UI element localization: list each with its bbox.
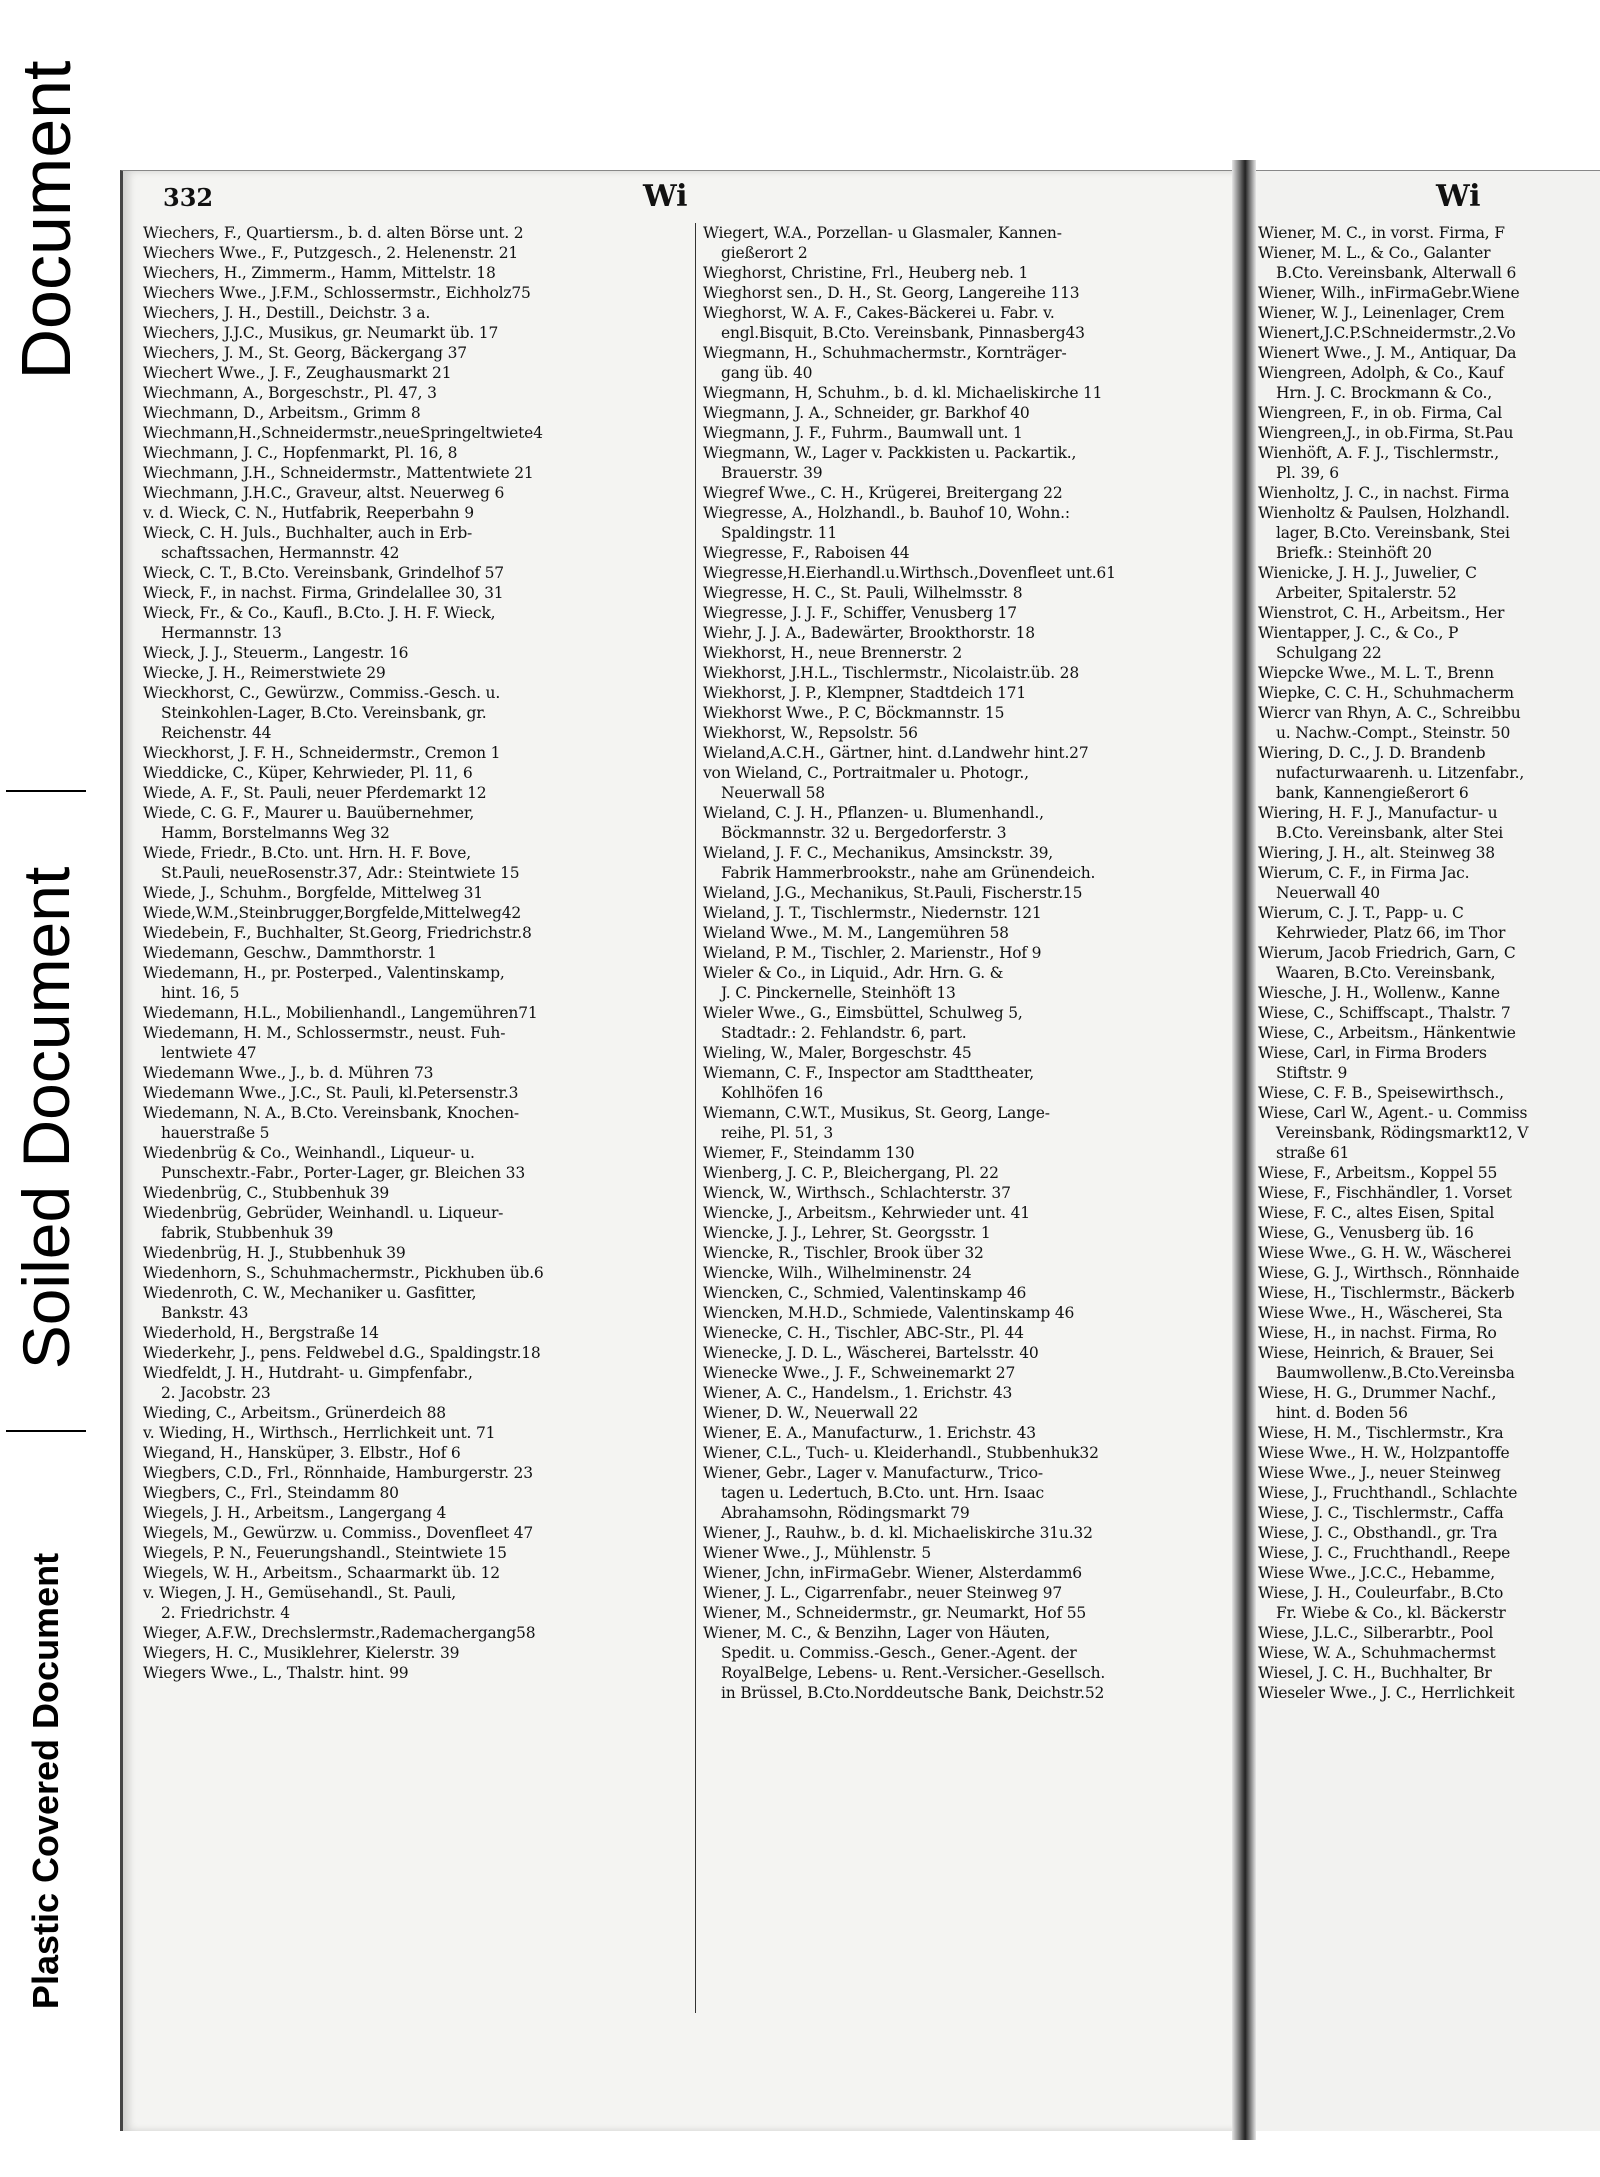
directory-entry-line: Wientapper, J. C., & Co., P bbox=[1258, 624, 1459, 642]
directory-entry-line: Wiegels, M., Gewürzw. u. Commiss., Dovenfleet 47 bbox=[143, 1524, 534, 1542]
directory-entry-line: Wiechers Wwe., J.F.M., Schlossermstr., Eichholz75 bbox=[143, 284, 531, 302]
running-head-left: Wi bbox=[643, 179, 688, 214]
directory-entry-line: Wiede, Friedr., B.Cto. unt. Hrn. H. F. Bove, bbox=[143, 844, 471, 862]
directory-entry-line: RoyalBelge, Lebens- u. Rent.-Versicher.-Gesellsch. bbox=[721, 1664, 1106, 1682]
directory-entry-line: Wiedebein, F., Buchhalter, St.Georg, Friedrichstr.8 bbox=[143, 924, 532, 942]
directory-entry-line: Schulgang 22 bbox=[1276, 644, 1382, 662]
directory-entry-line: Hamm, Borstelmanns Weg 32 bbox=[161, 824, 390, 842]
directory-entry-line: Wiengreen, Adolph, & Co., Kauf bbox=[1258, 364, 1504, 382]
directory-entry-line: Wiese, C., Schiffscapt., Thalstr. 7 bbox=[1258, 1004, 1511, 1022]
directory-entry-line: Wiede,W.M.,Steinbrugger,Borgfelde,Mittelweg42 bbox=[143, 904, 522, 922]
directory-entry-line: Wiegresse, J. J. F., Schiffer, Venusberg 17 bbox=[703, 604, 1017, 622]
directory-entry-line: Wierum, Jacob Friedrich, Garn, C bbox=[1258, 944, 1516, 962]
directory-entry-line: Wieck, F., in nachst. Firma, Grindelallee 30, 31 bbox=[143, 584, 504, 602]
directory-entry-line: Wieckhorst, C., Gewürzw., Commiss.-Gesch. u. bbox=[143, 684, 501, 702]
directory-entry-line: Punschextr.-Fabr., Porter-Lager, gr. Bleichen 33 bbox=[161, 1164, 525, 1182]
directory-entry-line: J. C. Pinckernelle, Steinhöft 13 bbox=[721, 984, 956, 1002]
directory-entry-line: Wiencke, R., Tischler, Brook über 32 bbox=[703, 1244, 984, 1262]
directory-entry-line: Stiftstr. 9 bbox=[1276, 1064, 1348, 1082]
directory-entry-line: Wiese Wwe., J.C.C., Hebamme, bbox=[1258, 1564, 1496, 1582]
directory-entry-line: Vereinsbank, Rödingsmarkt12, V bbox=[1276, 1124, 1529, 1142]
directory-entry-line: Wiese, F., Fischhändler, 1. Vorset bbox=[1258, 1184, 1512, 1202]
directory-entry-line: Wiemer, F., Steindamm 130 bbox=[703, 1144, 915, 1162]
directory-entry-line: Wiechmann, J. C., Hopfenmarkt, Pl. 16, 8 bbox=[143, 444, 458, 462]
directory-entry-line: Wiering, J. H., alt. Steinweg 38 bbox=[1258, 844, 1495, 862]
directory-entry-line: Wiener, J., Rauhw., b. d. kl. Michaeliskirche 31u.32 bbox=[703, 1524, 1093, 1542]
directory-entry-line: Wiegresse, H. C., St. Pauli, Wilhelmsstr. 8 bbox=[703, 584, 1023, 602]
directory-entry-line: Neuerwall 40 bbox=[1276, 884, 1380, 902]
directory-entry-line: Fr. Wiebe & Co., kl. Bäckerstr bbox=[1276, 1604, 1506, 1622]
directory-entry-line: reihe, Pl. 51, 3 bbox=[721, 1124, 834, 1142]
directory-entry-line: Hermannstr. 13 bbox=[161, 624, 282, 642]
directory-entry-line: engl.Bisquit, B.Cto. Vereinsbank, Pinnasberg43 bbox=[721, 324, 1085, 342]
label-strip bbox=[0, 0, 92, 2177]
directory-entry-line: Wieland Wwe., M. M., Langemühren 58 bbox=[703, 924, 1009, 942]
directory-entry-line: Wierum, C. F., in Firma Jac. bbox=[1258, 864, 1470, 882]
directory-entry-line: Wiegresse,H.Eierhandl.u.Wirthsch.,Dovenfleet unt.61 bbox=[703, 564, 1116, 582]
directory-entry-line: Wieland, J. F. C., Mechanikus, Amsinckstr. 39, bbox=[703, 844, 1054, 862]
directory-entry-line: Wiegresse, A., Holzhandl., b. Bauhof 10, Wohn.: bbox=[703, 504, 1070, 522]
directory-entry-line: Wiechers, J. M., St. Georg, Bäckergang 37 bbox=[143, 344, 467, 362]
directory-entry-line: Wiechmann, D., Arbeitsm., Grimm 8 bbox=[143, 404, 421, 422]
directory-entry-line: Wienecke, J. D. L., Wäscherei, Bartelsstr. 40 bbox=[703, 1344, 1039, 1362]
directory-entry-line: v. d. Wieck, C. N., Hutfabrik, Reeperbahn 9 bbox=[143, 504, 474, 522]
directory-entry-line: Waaren, B.Cto. Vereinsbank, bbox=[1276, 964, 1496, 982]
directory-entry-line: Wiese, J.L.C., Silberarbtr., Pool bbox=[1258, 1624, 1494, 1642]
directory-entry-line: Spaldingstr. 11 bbox=[721, 524, 837, 542]
directory-entry-line: Wieseler Wwe., J. C., Herrlichkeit bbox=[1258, 1684, 1515, 1702]
directory-entry-line: Wiencke, J., Arbeitsm., Kehrwieder unt. 41 bbox=[703, 1204, 1030, 1222]
directory-entry-line: Wiering, H. F. J., Manufactur- u bbox=[1258, 804, 1498, 822]
directory-entry-line: Wiener, M. L., & Co., Galanter bbox=[1258, 244, 1491, 262]
directory-entry-line: Wieland, J.G., Mechanikus, St.Pauli, Fischerstr.15 bbox=[703, 884, 1083, 902]
directory-entry-line: Wiener, D. W., Neuerwall 22 bbox=[703, 1404, 919, 1422]
directory-entry-line: Wiechers Wwe., F., Putzgesch., 2. Helenenstr. 21 bbox=[143, 244, 519, 262]
directory-entry-line: Wiegmann, J. A., Schneider, gr. Barkhof 40 bbox=[703, 404, 1030, 422]
directory-entry-line: Wiekhorst, J. P., Klempner, Stadtdeich 171 bbox=[703, 684, 1026, 702]
directory-entry-line: Wieckhorst, J. F. H., Schneidermstr., Cremon 1 bbox=[143, 744, 501, 762]
directory-entry-line: in Brüssel, B.Cto.Norddeutsche Bank, Deichstr.52 bbox=[721, 1684, 1105, 1702]
directory-entry-line: Wiese, Carl W., Agent.- u. Commiss bbox=[1258, 1104, 1528, 1122]
directory-entry-line: Wiegresse, F., Raboisen 44 bbox=[703, 544, 910, 562]
directory-entry-line: Wiese Wwe., J., neuer Steinweg bbox=[1258, 1464, 1501, 1482]
directory-entry-line: Wiegert, W.A., Porzellan- u Glasmaler, Kannen- bbox=[703, 224, 1062, 242]
directory-entry-line: Wiese, J. C., Tischlermstr., Caffa bbox=[1258, 1504, 1504, 1522]
directory-entry-line: v. Wiegen, J. H., Gemüsehandl., St. Pauli, bbox=[143, 1584, 456, 1602]
directory-entry-line: Wiegbers, C.D., Frl., Rönnhaide, Hamburgerstr. 23 bbox=[143, 1464, 533, 1482]
directory-entry-line: Steinkohlen-Lager, B.Cto. Vereinsbank, gr. bbox=[161, 704, 487, 722]
directory-entry-line: u. Nachw.-Compt., Steinstr. 50 bbox=[1276, 724, 1511, 742]
directory-entry-line: Wienstrot, C. H., Arbeitsm., Her bbox=[1258, 604, 1505, 622]
directory-entry-line: Wiehr, J. J. A., Badewärter, Brookthorstr. 18 bbox=[703, 624, 1035, 642]
directory-entry-line: Wienhöft, A. F. J., Tischlermstr., bbox=[1258, 444, 1500, 462]
directory-entry-line: Wiepcke Wwe., M. L. T., Brenn bbox=[1258, 664, 1494, 682]
directory-entry-line: bank, Kannengießerort 6 bbox=[1276, 784, 1469, 802]
directory-entry-line: Arbeiter, Spitalerstr. 52 bbox=[1276, 584, 1457, 602]
directory-entry-line: Wiencken, M.H.D., Schmiede, Valentinskamp 46 bbox=[703, 1304, 1075, 1322]
directory-entry-line: Wiegref Wwe., C. H., Krügerei, Breitergang 22 bbox=[703, 484, 1063, 502]
directory-entry-line: hint. d. Boden 56 bbox=[1276, 1404, 1408, 1422]
directory-entry-line: Wienicke, J. H. J., Juwelier, C bbox=[1258, 564, 1477, 582]
directory-entry-line: Wiese Wwe., H., Wäscherei, Sta bbox=[1258, 1304, 1503, 1322]
directory-entry-line: Wiegels, P. N., Feuerungshandl., Steintwiete 15 bbox=[143, 1544, 507, 1562]
directory-entry-line: Reichenstr. 44 bbox=[161, 724, 272, 742]
directory-entry-line: Wiedemann Wwe., J., b. d. Mühren 73 bbox=[143, 1064, 434, 1082]
directory-entry-line: Wiener, Jchn, inFirmaGebr. Wiener, Alsterdamm6 bbox=[703, 1564, 1082, 1582]
directory-entry-line: Wiener, E. A., Manufacturw., 1. Erichstr. 43 bbox=[703, 1424, 1036, 1442]
directory-entry-line: Wiemann, C.W.T., Musikus, St. Georg, Lange- bbox=[703, 1104, 1050, 1122]
directory-entry-line: Bankstr. 43 bbox=[161, 1304, 249, 1322]
directory-entry-line: Wiencke, Wilh., Wilhelminenstr. 24 bbox=[703, 1264, 972, 1282]
directory-entry-line: Baumwollenw.,B.Cto.Vereinsba bbox=[1276, 1364, 1515, 1382]
running-head-right: Wi bbox=[1436, 179, 1481, 214]
directory-entry-line: Wiengreen,J., in ob.Firma, St.Pau bbox=[1258, 424, 1514, 442]
left-page bbox=[120, 170, 1235, 2131]
directory-entry-line: Wieler Wwe., G., Eimsbüttel, Schulweg 5, bbox=[703, 1004, 1023, 1022]
directory-entry-line: lentwiete 47 bbox=[161, 1044, 257, 1062]
directory-entry-line: Wiekhorst Wwe., P. C, Böckmannstr. 15 bbox=[703, 704, 1005, 722]
directory-entry-line: Wiesel, J. C. H., Buchhalter, Br bbox=[1258, 1664, 1492, 1682]
directory-entry-line: nufacturwaarenh. u. Litzenfabr., bbox=[1276, 764, 1525, 782]
directory-entry-line: Wiese, H., Tischlermstr., Bäckerb bbox=[1258, 1284, 1515, 1302]
directory-entry-line: Wiedemann, H., pr. Posterped., Valentinskamp, bbox=[143, 964, 505, 982]
directory-entry-line: Kohlhöfen 16 bbox=[721, 1084, 823, 1102]
directory-entry-line: gang üb. 40 bbox=[721, 364, 813, 382]
directory-entry-line: Wiepke, C. C. H., Schuhmacherm bbox=[1258, 684, 1514, 702]
directory-entry-line: Wieland, C. J. H., Pflanzen- u. Blumenhandl., bbox=[703, 804, 1044, 822]
directory-entry-line: Wiese, C. F. B., Speisewirthsch., bbox=[1258, 1084, 1504, 1102]
directory-entry-line: Wiencke, J. J., Lehrer, St. Georgsstr. 1 bbox=[703, 1224, 991, 1242]
directory-entry-line: B.Cto. Vereinsbank, Alterwall 6 bbox=[1276, 264, 1517, 282]
directory-entry-line: Wienberg, J. C. P., Bleichergang, Pl. 22 bbox=[703, 1164, 999, 1182]
directory-entry-line: Wiener, A. C., Handelsm., 1. Erichstr. 43 bbox=[703, 1384, 1013, 1402]
directory-entry-line: Wienert,J.C.P.Schneidermstr.,2.Vo bbox=[1258, 324, 1516, 342]
directory-entry-line: Wiede, A. F., St. Pauli, neuer Pferdemarkt 12 bbox=[143, 784, 487, 802]
directory-entry-line: Wiese, W. A., Schuhmachermst bbox=[1258, 1644, 1496, 1662]
directory-entry-line: Wiese, J., Fruchthandl., Schlachte bbox=[1258, 1484, 1518, 1502]
directory-entry-line: Wiegmann, H, Schuhm., b. d. kl. Michaeliskirche 11 bbox=[703, 384, 1103, 402]
directory-entry-line: Wiedemann, Geschw., Dammthorstr. 1 bbox=[143, 944, 437, 962]
directory-entry-line: Wiegels, W. H., Arbeitsm., Schaarmarkt üb. 12 bbox=[143, 1564, 500, 1582]
directory-entry-line: Wiedenroth, C. W., Mechaniker u. Gasfitter, bbox=[143, 1284, 477, 1302]
directory-entry-line: Wieck, Fr., & Co., Kaufl., B.Cto. J. H. F. Wieck, bbox=[143, 604, 496, 622]
directory-entry-line: Wieding, C., Arbeitsm., Grünerdeich 88 bbox=[143, 1404, 446, 1422]
directory-entry-line: Kehrwieder, Platz 66, im Thor bbox=[1276, 924, 1506, 942]
directory-entry-line: Wiegand, H., Hansküper, 3. Elbstr., Hof 6 bbox=[143, 1444, 461, 1462]
directory-entry-line: Wiese, J. C., Obsthandl., gr. Tra bbox=[1258, 1524, 1498, 1542]
directory-column-2 bbox=[703, 223, 1233, 1703]
directory-entry-line: Wiedenhorn, S., Schuhmachermstr., Pickhuben üb.6 bbox=[143, 1264, 544, 1282]
directory-entry-line: Wiechmann, J.H., Schneidermstr., Mattentwiete 21 bbox=[143, 464, 534, 482]
directory-entry-line: Wiemann, C. F., Inspector am Stadttheater, bbox=[703, 1064, 1034, 1082]
directory-entry-line: Wiederkehr, J., pens. Feldwebel d.G., Spaldingstr.18 bbox=[143, 1344, 541, 1362]
directory-entry-line: Wiese, J. H., Couleurfabr., B.Cto bbox=[1258, 1584, 1504, 1602]
directory-entry-line: Wiedenbrüg, C., Stubbenhuk 39 bbox=[143, 1184, 390, 1202]
directory-entry-line: Wienecke, C. H., Tischler, ABC-Str., Pl. 44 bbox=[703, 1324, 1024, 1342]
page-number: 332 bbox=[163, 183, 214, 212]
directory-entry-line: fabrik, Stubbenhuk 39 bbox=[161, 1224, 334, 1242]
directory-entry-line: Wiedenbrüg & Co., Weinhandl., Liqueur- u. bbox=[143, 1144, 475, 1162]
directory-entry-line: schaftssachen, Hermannstr. 42 bbox=[161, 544, 400, 562]
directory-entry-line: Wieger, A.F.W., Drechslermstr.,Rademachergang58 bbox=[143, 1624, 536, 1642]
directory-entry-line: Wiese, F. C., altes Eisen, Spital bbox=[1258, 1204, 1495, 1222]
directory-entry-line: Wieddicke, C., Küper, Kehrwieder, Pl. 11, 6 bbox=[143, 764, 473, 782]
directory-entry-line: Wiengreen, F., in ob. Firma, Cal bbox=[1258, 404, 1502, 422]
directory-entry-line: Wiese, G. J., Wirthsch., Rönnhaide bbox=[1258, 1264, 1520, 1282]
directory-entry-line: Wiedemann, H. M., Schlossermstr., neust. Fuh- bbox=[143, 1024, 506, 1042]
directory-entry-line: Wienholtz, J. C., in nachst. Firma bbox=[1258, 484, 1510, 502]
directory-entry-line: Hrn. J. C. Brockmann & Co., bbox=[1276, 384, 1492, 402]
directory-entry-line: Wieghorst, W. A. F., Cakes-Bäckerei u. Fabr. v. bbox=[703, 304, 1055, 322]
directory-entry-line: Wieck, C. H. Juls., Buchhalter, auch in Erb- bbox=[143, 524, 473, 542]
directory-entry-line: Abrahamsohn, Rödingsmarkt 79 bbox=[721, 1504, 970, 1522]
directory-entry-line: Wiechers, H., Zimmerm., Hamm, Mittelstr. 18 bbox=[143, 264, 496, 282]
directory-entry-line: Wiede, J., Schuhm., Borgfelde, Mittelweg 31 bbox=[143, 884, 483, 902]
directory-entry-line: Wiese, F., Arbeitsm., Koppel 55 bbox=[1258, 1164, 1498, 1182]
directory-entry-line: Wiese, Heinrich, & Brauer, Sei bbox=[1258, 1344, 1494, 1362]
directory-entry-line: Wiedenbrüg, Gebrüder, Weinhandl. u. Liqueur- bbox=[143, 1204, 504, 1222]
directory-entry-line: Wiese Wwe., G. H. W., Wäscherei bbox=[1258, 1244, 1512, 1262]
directory-entry-line: Wiedfeldt, J. H., Hutdraht- u. Gimpfenfabr., bbox=[143, 1364, 473, 1382]
directory-entry-line: Wiedemann, N. A., B.Cto. Vereinsbank, Knochen- bbox=[143, 1104, 519, 1122]
directory-entry-line: Wiedenbrüg, H. J., Stubbenhuk 39 bbox=[143, 1244, 406, 1262]
scanned-spread bbox=[100, 150, 1600, 2145]
directory-entry-line: Wiering, D. C., J. D. Brandenb bbox=[1258, 744, 1486, 762]
directory-entry-line: Wierum, C. J. T., Papp- u. C bbox=[1258, 904, 1464, 922]
directory-entry-line: Wieling, W., Maler, Borgeschstr. 45 bbox=[703, 1044, 972, 1062]
directory-entry-line: von Wieland, C., Portraitmaler u. Photogr., bbox=[703, 764, 1029, 782]
directory-entry-line: Wiegels, J. H., Arbeitsm., Langergang 4 bbox=[143, 1504, 447, 1522]
directory-entry-line: Wieler & Co., in Liquid., Adr. Hrn. G. & bbox=[703, 964, 1004, 982]
column-rule bbox=[695, 223, 696, 2013]
directory-entry-line: Böckmannstr. 32 u. Bergedorferstr. 3 bbox=[721, 824, 1007, 842]
directory-entry-line: Wiechmann,H.,Schneidermstr.,neueSpringeltwiete4 bbox=[143, 424, 543, 442]
directory-entry-line: Wiegmann, J. F., Fuhrm., Baumwall unt. 1 bbox=[703, 424, 1023, 442]
directory-entry-line: Wiegers Wwe., L., Thalstr. hint. 99 bbox=[143, 1664, 409, 1682]
directory-entry-line: lager, B.Cto. Vereinsbank, Stei bbox=[1276, 524, 1510, 542]
soiled-document-label: Soiled Document bbox=[9, 866, 83, 1370]
directory-entry-line: Wieland, P. M., Tischler, 2. Marienstr., Hof 9 bbox=[703, 944, 1042, 962]
directory-entry-line: Wiekhorst, W., Repsolstr. 56 bbox=[703, 724, 918, 742]
directory-entry-line: Wiener, M. C., in vorst. Firma, F bbox=[1258, 224, 1505, 242]
directory-entry-line: B.Cto. Vereinsbank, alter Stei bbox=[1276, 824, 1504, 842]
directory-entry-line: Wiesche, J. H., Wollenw., Kanne bbox=[1258, 984, 1500, 1002]
directory-entry-line: Wiener, Gebr., Lager v. Manufacturw., Trico- bbox=[703, 1464, 1043, 1482]
directory-entry-line: Wiekhorst, H., neue Brennerstr. 2 bbox=[703, 644, 963, 662]
directory-entry-line: Wiegbers, C., Frl., Steindamm 80 bbox=[143, 1484, 399, 1502]
directory-entry-line: Wiechmann, A., Borgeschstr., Pl. 47, 3 bbox=[143, 384, 437, 402]
directory-entry-line: Wieck, J. J., Steuerm., Langestr. 16 bbox=[143, 644, 409, 662]
directory-entry-line: Wienert Wwe., J. M., Antiquar, Da bbox=[1258, 344, 1517, 362]
directory-entry-line: hint. 16, 5 bbox=[161, 984, 240, 1002]
directory-entry-line: hauerstraße 5 bbox=[161, 1124, 270, 1142]
directory-entry-line: Wiencken, C., Schmied, Valentinskamp 46 bbox=[703, 1284, 1027, 1302]
directory-entry-line: Wiedemann, H.L., Mobilienhandl., Langemühren71 bbox=[143, 1004, 538, 1022]
directory-entry-line: Wiener, W. J., Leinenlager, Crem bbox=[1258, 304, 1505, 322]
directory-entry-line: Wiese, G., Venusberg üb. 16 bbox=[1258, 1224, 1474, 1242]
directory-entry-line: Wieghorst, Christine, Frl., Heuberg neb. 1 bbox=[703, 264, 1029, 282]
directory-entry-line: St.Pauli, neueRosenstr.37, Adr.: Steintwiete 15 bbox=[161, 864, 520, 882]
directory-entry-line: Wiercr van Rhyn, A. C., Schreibbu bbox=[1258, 704, 1521, 722]
directory-entry-line: Wiegmann, H., Schuhmachermstr., Kornträger- bbox=[703, 344, 1067, 362]
directory-entry-line: Brauerstr. 39 bbox=[721, 464, 823, 482]
directory-entry-line: Wienholtz & Paulsen, Holzhandl. bbox=[1258, 504, 1510, 522]
directory-entry-line: Spedit. u. Commiss.-Gesch., Gener.-Agent. der bbox=[721, 1644, 1077, 1662]
plastic-covered-label: Plastic Covered Document bbox=[25, 1552, 66, 2010]
directory-entry-line: Wiedemann Wwe., J.C., St. Pauli, kl.Petersenstr.3 bbox=[143, 1084, 519, 1102]
directory-entry-line: Wiese, J. C., Fruchthandl., Reepe bbox=[1258, 1544, 1511, 1562]
directory-entry-line: Wiegmann, W., Lager v. Packkisten u. Packartik., bbox=[703, 444, 1077, 462]
directory-entry-line: tagen u. Ledertuch, B.Cto. unt. Hrn. Isaac bbox=[721, 1484, 1044, 1502]
directory-entry-line: 2. Friedrichstr. 4 bbox=[161, 1604, 290, 1622]
directory-entry-line: Wiede, C. G. F., Maurer u. Bauübernehmer, bbox=[143, 804, 475, 822]
directory-entry-line: Wiechers, J.J.C., Musikus, gr. Neumarkt üb. 17 bbox=[143, 324, 499, 342]
directory-entry-line: Wiese, H. M., Tischlermstr., Kra bbox=[1258, 1424, 1504, 1442]
directory-entry-line: Wiechmann, J.H.C., Graveur, altst. Neuerweg 6 bbox=[143, 484, 505, 502]
directory-entry-line: Wiener, M., Schneidermstr., gr. Neumarkt, Hof 55 bbox=[703, 1604, 1087, 1622]
right-page bbox=[1256, 170, 1600, 2131]
directory-entry-line: Wieck, C. T., B.Cto. Vereinsbank, Grindelhof 57 bbox=[143, 564, 504, 582]
directory-entry-line: Fabrik Hammerbrookstr., nahe am Grünendeich. bbox=[721, 864, 1096, 882]
directory-entry-line: Wiese, C., Arbeitsm., Hänkentwie bbox=[1258, 1024, 1516, 1042]
directory-entry-line: Wiechert Wwe., J. F., Zeughausmarkt 21 bbox=[143, 364, 452, 382]
directory-entry-line: Wiese, H., in nachst. Firma, Ro bbox=[1258, 1324, 1497, 1342]
directory-entry-line: Wiederhold, H., Bergstraße 14 bbox=[143, 1324, 379, 1342]
directory-entry-line: Neuerwall 58 bbox=[721, 784, 825, 802]
directory-entry-line: Wiechers, J. H., Destill., Deichstr. 3 a. bbox=[143, 304, 431, 322]
directory-entry-line: Pl. 39, 6 bbox=[1276, 464, 1339, 482]
directory-entry-line: Wiener, M. C., & Benzihn, Lager von Häuten, bbox=[703, 1624, 1050, 1642]
directory-entry-line: Wiegers, H. C., Musiklehrer, Kielerstr. 39 bbox=[143, 1644, 460, 1662]
directory-entry-line: Briefk.: Steinhöft 20 bbox=[1276, 544, 1432, 562]
directory-entry-line: Wieland, J. T., Tischlermstr., Niedernstr. 121 bbox=[703, 904, 1042, 922]
directory-entry-line: 2. Jacobstr. 23 bbox=[161, 1384, 271, 1402]
directory-entry-line: Wiener, J. L., Cigarrenfabr., neuer Steinweg 97 bbox=[703, 1584, 1063, 1602]
directory-entry-line: Wiener, C.L., Tuch- u. Kleiderhandl., Stubbenhuk32 bbox=[703, 1444, 1099, 1462]
strip-divider bbox=[6, 1430, 86, 1432]
directory-column-3 bbox=[1258, 223, 1600, 1703]
directory-entry-line: Wiekhorst, J.H.L., Tischlermstr., Nicolaistr.üb. 28 bbox=[703, 664, 1080, 682]
directory-entry-line: Wiener Wwe., J., Mühlenstr. 5 bbox=[703, 1544, 931, 1562]
book-gutter bbox=[1232, 160, 1256, 2140]
strip-divider bbox=[6, 790, 86, 792]
directory-entry-line: Wieghorst sen., D. H., St. Georg, Langereihe 113 bbox=[703, 284, 1080, 302]
directory-entry-line: Stadtadr.: 2. Fehlandstr. 6, part. bbox=[721, 1024, 967, 1042]
directory-column-1 bbox=[143, 223, 689, 1683]
directory-entry-line: Wiecke, J. H., Reimerstwiete 29 bbox=[143, 664, 386, 682]
directory-entry-line: gießerort 2 bbox=[721, 244, 808, 262]
directory-entry-line: Wiese, Carl, in Firma Broders bbox=[1258, 1044, 1487, 1062]
directory-entry-line: Wieland,A.C.H., Gärtner, hint. d.Landwehr hint.27 bbox=[703, 744, 1089, 762]
document-label: Document bbox=[7, 60, 85, 380]
directory-entry-line: Wiese, H. G., Drummer Nachf., bbox=[1258, 1384, 1497, 1402]
directory-entry-line: Wienck, W., Wirthsch., Schlachterstr. 37 bbox=[703, 1184, 1011, 1202]
directory-entry-line: Wiese Wwe., H. W., Holzpantoffe bbox=[1258, 1444, 1510, 1462]
directory-entry-line: Wiener, Wilh., inFirmaGebr.Wiene bbox=[1258, 284, 1520, 302]
directory-entry-line: v. Wieding, H., Wirthsch., Herrlichkeit unt. 71 bbox=[143, 1424, 496, 1442]
directory-entry-line: Wiechers, F., Quartiersm., b. d. alten Börse unt. 2 bbox=[143, 224, 524, 242]
directory-entry-line: Wienecke Wwe., J. F., Schweinemarkt 27 bbox=[703, 1364, 1016, 1382]
directory-entry-line: straße 61 bbox=[1276, 1144, 1350, 1162]
